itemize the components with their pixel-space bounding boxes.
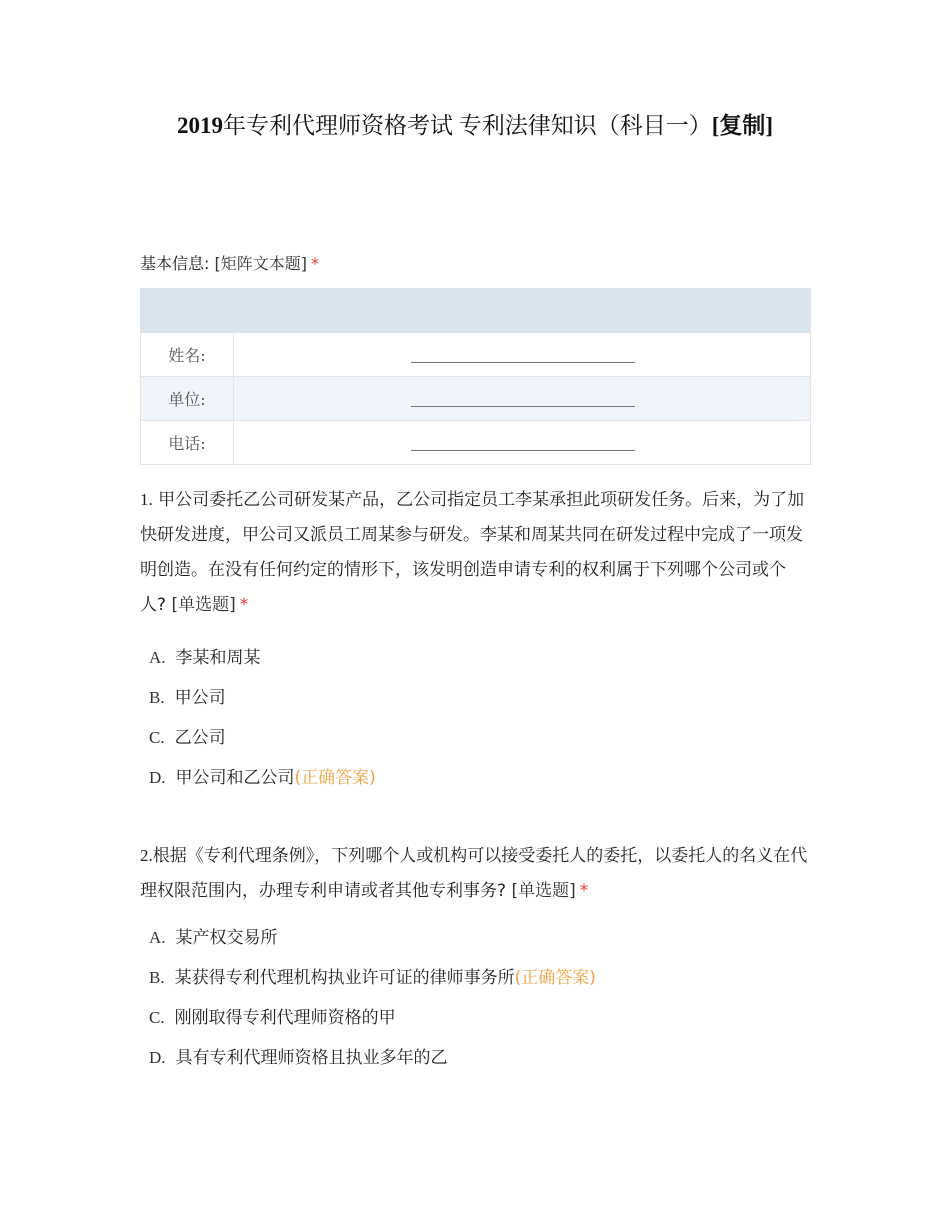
required-asterisk: * (579, 881, 589, 901)
question-number: 1. (140, 490, 153, 509)
option-text: 甲公司和乙公司 (175, 768, 295, 788)
correct-answer-label: (正确答案) (514, 968, 596, 988)
option-text: 甲公司 (174, 688, 226, 708)
option-d[interactable] (149, 765, 809, 805)
title-suffix: [复制] (711, 113, 774, 138)
matrix-header-row (141, 289, 811, 333)
option-letter: B. (149, 688, 165, 707)
question-2-options (149, 925, 809, 1085)
row-label-organization: 单位: (141, 377, 234, 421)
option-a[interactable] (149, 925, 809, 965)
question-1-options (149, 645, 809, 805)
option-letter: C. (149, 728, 165, 747)
title-text: 年专利代理师资格考试 专利法律知识（科目一） (222, 113, 712, 138)
name-blank-line[interactable] (411, 362, 635, 363)
option-a[interactable] (149, 645, 809, 685)
correct-answer-label: (正确答案) (294, 768, 376, 788)
row-label-name: 姓名: (141, 333, 234, 377)
option-text: 具有专利代理师资格且执业多年的乙 (175, 1048, 448, 1068)
option-text: 乙公司 (174, 728, 226, 748)
question-2 (140, 838, 812, 909)
matrix-header-field-cell (234, 289, 811, 333)
organization-blank-line[interactable] (411, 406, 635, 407)
option-letter: C. (149, 1008, 165, 1027)
option-letter: D. (149, 1048, 166, 1067)
option-b[interactable] (149, 965, 809, 1005)
row-label-phone: 电话: (141, 421, 234, 465)
option-text: 刚刚取得专利代理师资格的甲 (174, 1008, 396, 1028)
question-text: 根据《专利代理条例》，下列哪个人或机构可以接受委托人的委托，以委托人的名义在代理权限范围内，办理专利申请或者其他专利事务? (140, 846, 808, 901)
required-asterisk: * (239, 595, 249, 615)
name-field[interactable] (234, 333, 811, 377)
page-title (0, 110, 950, 142)
option-letter: D. (149, 768, 166, 787)
option-text: 李某和周某 (175, 648, 261, 668)
option-d[interactable] (149, 1045, 809, 1085)
option-c[interactable] (149, 725, 809, 765)
question-1 (140, 482, 812, 623)
question-type-tag: [单选题] (171, 595, 236, 615)
option-letter: B. (149, 968, 165, 987)
option-text: 某获得专利代理机构执业许可证的律师事务所 (174, 968, 515, 988)
question-type-tag: [单选题] (511, 881, 576, 901)
title-year: 2019 (176, 113, 223, 138)
required-asterisk: * (311, 254, 319, 273)
option-text: 某产权交易所 (175, 928, 278, 948)
phone-blank-line[interactable] (411, 450, 635, 451)
basic-info-matrix (140, 288, 811, 465)
phone-field[interactable] (234, 421, 811, 465)
option-c[interactable] (149, 1005, 809, 1045)
matrix-row-phone (141, 421, 811, 465)
option-letter: A. (149, 648, 166, 667)
organization-field[interactable] (234, 377, 811, 421)
matrix-row-organization (141, 377, 811, 421)
matrix-header-label-cell (141, 289, 234, 333)
question-text: 甲公司委托乙公司研发某产品，乙公司指定员工李某承担此项研发任务。后来，为了加快研发进度，甲公司又派员工周某参与研发。李某和周某共同在研发过程中完成了一项发明创造。在没有任何约定的情形下，该发明创造申请专利的权利属于下列哪个公司或个人? (140, 490, 805, 615)
basic-info-heading (140, 252, 319, 276)
question-type-tag: [矩阵文本题] (214, 254, 307, 273)
option-b[interactable] (149, 685, 809, 725)
question-number: 2. (140, 846, 153, 865)
matrix-row-name (141, 333, 811, 377)
basic-info-label: 基本信息: (140, 254, 210, 273)
option-letter: A. (149, 928, 166, 947)
